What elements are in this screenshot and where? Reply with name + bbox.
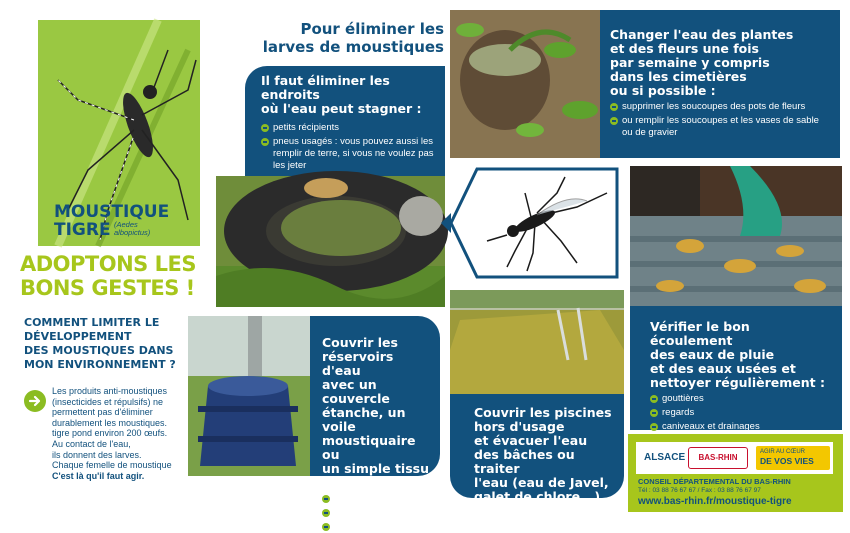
species-label: [54, 204, 204, 241]
species-latin-2: albopictus): [114, 228, 151, 237]
pools-title-1: Couvrir les piscines: [474, 405, 612, 420]
tanks-title-5: moustiquaire ou: [322, 433, 416, 462]
pools-title-4: des bâches ou traiter: [474, 447, 575, 476]
list-item: gouttières: [650, 393, 832, 405]
panel-plants: [600, 10, 840, 158]
headline-line-1: ADOPTONS LES: [20, 252, 196, 276]
main-title: [248, 20, 444, 56]
headline: [20, 252, 220, 300]
mosquito-icon-frame: [437, 163, 629, 283]
check-bullet-icon: [650, 395, 658, 403]
pools-title-5: l'eau (eau de Javel,: [474, 475, 609, 490]
panel-pools: [450, 394, 624, 504]
pools-title-6: galet de chlore...): [474, 489, 601, 504]
arrow-right-icon: [24, 390, 46, 412]
gutter-photo: [630, 166, 842, 306]
tanks-title-6: un simple tissu :: [322, 461, 430, 490]
list-item: petits récipients: [261, 122, 435, 134]
headline-line-2: BONS GESTES !: [20, 276, 195, 300]
tanks-title-3: avec un couvercle: [322, 377, 390, 406]
check-bullet-icon: [322, 495, 330, 503]
pool-photo: [450, 290, 624, 394]
logo-slogan: AGIR AU CŒUR DE VOS VIES: [756, 446, 830, 470]
gutters-title-4: nettoyer régulièrement :: [650, 375, 825, 390]
council-name: CONSEIL DÉPARTEMENTAL DU BAS-RHIN: [638, 477, 791, 486]
gutters-title-2: des eaux de pluie: [650, 347, 775, 362]
body-line: Au contact de l'eau,: [52, 438, 131, 449]
body-line: (insecticides et répulsifs) ne: [52, 396, 164, 407]
check-bullet-icon: [261, 138, 269, 146]
body-line: permettent pas d'éliminer: [52, 407, 153, 418]
stagnant-title-1: Il faut éliminer les endroits: [261, 73, 390, 102]
question-line-4: MON ENVIRONNEMENT ?: [24, 358, 176, 371]
gutters-title-1: Vérifier le bon écoulement: [650, 319, 750, 348]
list-item: pneus usagés : vous pouvez aussi les remplir de terre, si vous ne voulez pas les jeter: [261, 136, 435, 172]
check-bullet-icon: [261, 124, 269, 132]
plants-title-4: dans les cimetières: [610, 69, 747, 84]
check-bullet-icon: [610, 117, 618, 125]
species-latin-1: (Aedes: [114, 220, 138, 229]
logo-bar: [636, 442, 833, 474]
stagnant-title-2: où l'eau peut stagner :: [261, 101, 422, 116]
list-item: bidons d'eau: [322, 493, 432, 505]
check-bullet-icon: [322, 509, 330, 517]
tire-photo: [216, 176, 445, 307]
check-bullet-icon: [650, 409, 658, 417]
logo-alsace: ALSACE: [644, 452, 686, 463]
body-emphasis: C'est là qu'il faut agir.: [52, 470, 145, 481]
website-link[interactable]: www.bas-rhin.fr/moustique-tigre: [638, 496, 792, 507]
plants-title-1: Changer l'eau des plantes: [610, 27, 794, 42]
tanks-title-4: étanche, un voile: [322, 405, 406, 434]
contact-phone: Tél : 03 88 76 67 67 / Fax : 03 88 76 67 97: [638, 487, 761, 494]
footer-logo-strip: [628, 434, 843, 512]
check-bullet-icon: [322, 523, 330, 531]
body-line: Chaque femelle de moustique: [52, 460, 172, 471]
body-line: ils donnent des larves.: [52, 449, 142, 460]
list-item: supprimer les soucoupes des pots de fleurs: [610, 101, 830, 113]
tanks-title-1: Couvrir les: [322, 335, 398, 350]
species-title-2: TIGRE: [54, 220, 111, 240]
check-bullet-icon: [610, 103, 618, 111]
question-line-3: DES MOUSTIQUES DANS: [24, 344, 174, 357]
check-bullet-icon: [650, 423, 658, 431]
body-line: durablement les moustiques.: [52, 417, 168, 428]
species-title-1: MOUSTIQUE: [54, 202, 170, 222]
main-title-line-2: larves de moustiques: [262, 38, 444, 56]
water-tank-photo: [188, 316, 310, 476]
plant-pot-photo: [450, 10, 600, 158]
plants-title-2: et des fleurs une fois: [610, 41, 759, 56]
main-title-line-1: Pour éliminer les: [300, 20, 444, 38]
tanks-title-2: réservoirs d'eau: [322, 349, 394, 378]
list-item: caniveaux et drainages: [650, 421, 832, 433]
panel-stagnant-water: [245, 66, 445, 176]
body-line: Les produits anti-moustiques: [52, 386, 168, 396]
pools-title-2: hors d'usage: [474, 419, 565, 434]
list-item: citernes: [322, 507, 432, 519]
logo-bas-rhin: BAS-RHIN: [688, 447, 748, 469]
list-item: ou remplir les soucoupes et les vases de sable ou de gravier: [610, 115, 830, 139]
pools-title-3: et évacuer l'eau: [474, 433, 588, 448]
body-line: tigre pond environ 200 œufs.: [52, 428, 168, 439]
list-item: bassins: [322, 521, 432, 533]
plants-title-5: ou si possible :: [610, 83, 716, 98]
panel-gutters: [630, 306, 842, 430]
question-line-1: COMMENT LIMITER LE: [24, 316, 160, 329]
list-item: regards: [650, 407, 832, 419]
gutters-title-3: et des eaux usées et: [650, 361, 796, 376]
panel-water-tanks: [310, 316, 440, 532]
plants-title-3: par semaine y compris: [610, 55, 770, 70]
question-block: [24, 316, 199, 372]
question-line-2: DÉVELOPPEMENT: [24, 330, 132, 343]
